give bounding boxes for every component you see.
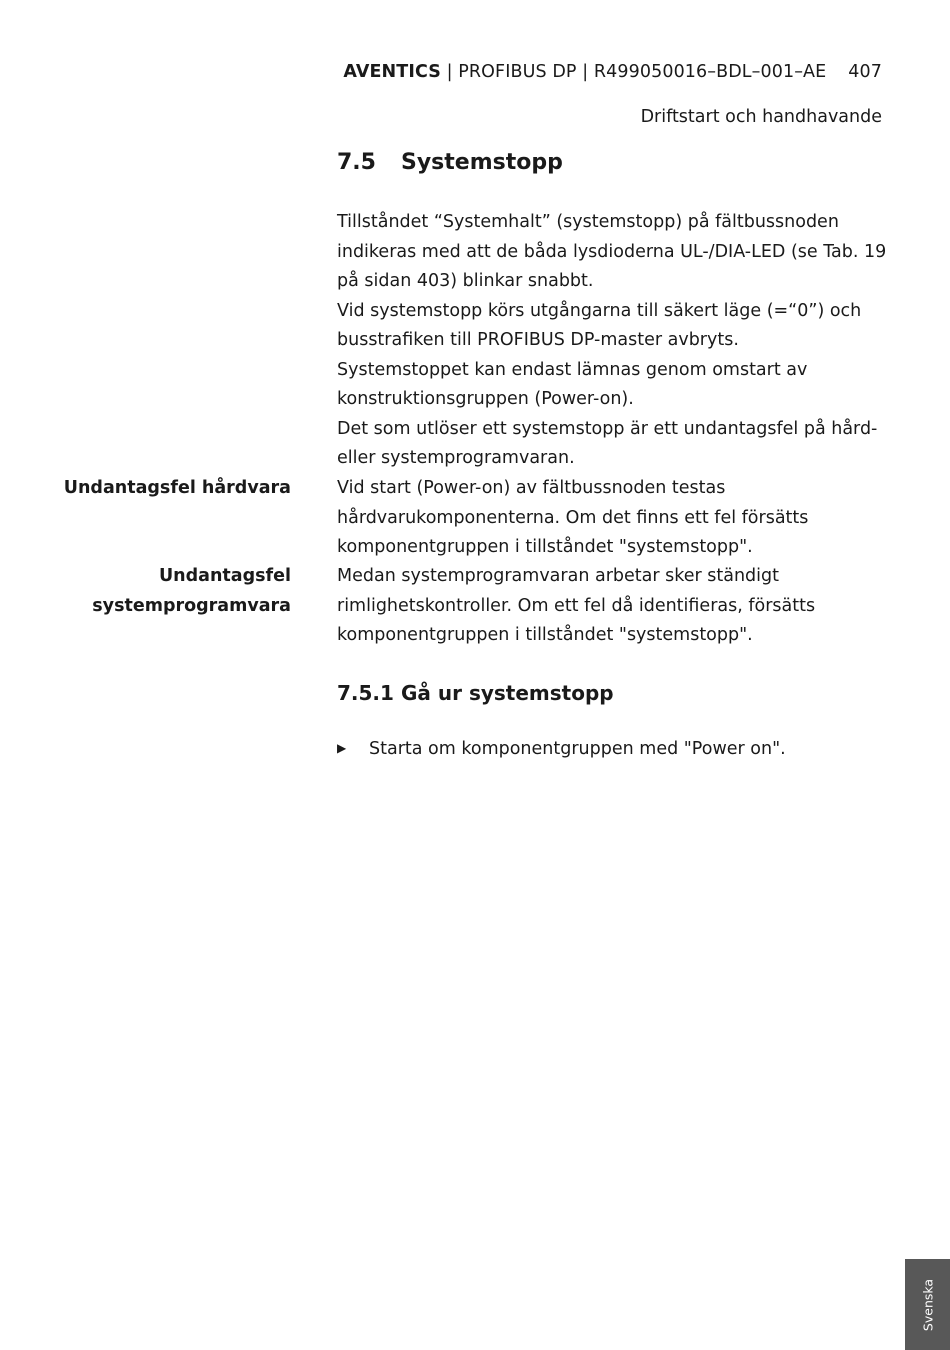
chapter-title: Driftstart och handhavande [640, 107, 882, 127]
section-number: 7.5 [337, 150, 376, 175]
paragraph: Vid systemstopp körs utgångarna till säkert läge (=“0”) och busstrafiken till PROFIBUS DP-master avbryts. [337, 300, 862, 350]
section-title: Systemstopp [401, 150, 563, 175]
page-number: 407 [848, 62, 882, 82]
paragraph: Tillståndet “Systemhalt” (systemstopp) på fältbussnoden indikeras med att de båda lysdioderna UL-/DIA-LED (se Tab. 19 på sidan 403) blinkar snabbt. [337, 212, 887, 291]
subsection-number: 7.5.1 [337, 681, 394, 705]
brand-name: AVENTICS [343, 62, 441, 82]
language-tab [905, 1259, 950, 1350]
paragraph: Systemstoppet kan endast lämnas genom omstart av konstruktionsgruppen (Power-on). [337, 359, 808, 409]
document-reference: | PROFIBUS DP | R499050016–BDL–001–AE [440, 62, 827, 82]
running-header [343, 62, 882, 82]
paragraph: Det som utlöser ett systemstopp är ett undantagsfel på hård- eller systemprogramvaran. [337, 418, 878, 468]
instruction-text: Starta om komponentgruppen med "Power on". [369, 739, 786, 759]
section-intro-text [337, 208, 897, 474]
bullet-triangle-icon: ▶ [337, 741, 347, 755]
subsection-heading [337, 681, 614, 705]
instruction-step [337, 739, 786, 759]
margin-label-hardware-fault: Undantagsfel hårdvara [63, 478, 291, 498]
paragraph: Medan systemprogramvaran arbetar sker ständigt rimlighetskontroller. Om ett fel då identifieras, försätts komponentgruppen i tillståndet "systemstopp". [337, 566, 816, 645]
paragraph: Vid start (Power-on) av fältbussnoden testas hårdvarukomponenterna. Om det finns ett fel försätts komponentgruppen i tillståndet "systemstopp". [337, 478, 809, 557]
hardware-fault-text [337, 474, 897, 563]
margin-label-line: systemprogramvara [92, 595, 291, 616]
margin-label-software-fault [92, 562, 291, 621]
subsection-title: Gå ur systemstopp [401, 681, 614, 705]
margin-label-line: Undantagsfel [158, 566, 291, 586]
software-fault-text [337, 562, 897, 651]
language-tab-label: Svenska [920, 1278, 935, 1331]
section-heading [337, 150, 563, 175]
